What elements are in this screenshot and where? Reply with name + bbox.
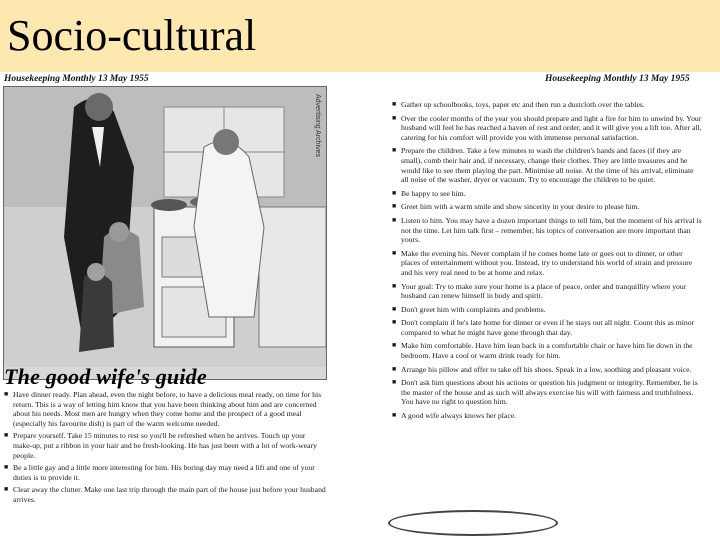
bullet-icon: ■ [392, 304, 397, 313]
left-column [4, 390, 326, 508]
bullet-icon: ■ [4, 390, 9, 398]
bullet-icon: ■ [4, 431, 9, 440]
list-item: ■ Don't greet him with complaints and problems. [392, 304, 546, 314]
list-item: ■ Gather up schoolbooks, toys, paper etc and then run a dustcloth over the tables. [392, 100, 645, 109]
vintage-photo [3, 86, 327, 380]
list-item: ■ A good wife always knows her place. [392, 411, 517, 421]
bullet-icon: ■ [392, 364, 397, 373]
guide-title: The good wife's guide [4, 364, 207, 389]
list-item: ■ Over the cooler months of the year you should prepare and light a fire for him to unwind by. Your husband will feel he has reached a haven of rest and order, and it will give you a lift too. After all, catering for his comfort will provide you with immense personal satisfaction. [392, 113, 702, 142]
newspaper-clipping [0, 72, 720, 540]
bullet-icon: ■ [392, 188, 397, 197]
list-item: ■ Make him comfortable. Have him lean back in a comfortable chair or have him lie down in the bedroom. Have a cool or warm drink ready for him. [392, 341, 693, 361]
clipping-header-right: Housekeeping Monthly 13 May 1955 [545, 74, 690, 84]
highlight-circle [388, 510, 558, 536]
list-item: ■ Don't complain if he's late home for dinner or even if he stays out all night. Count this as minor compared to what he might have gone through that day. [392, 318, 695, 337]
list-item: ■ Be a little gay and a little more interesting for him. His boring day may need a lift and one of your duties is to provide it. [4, 463, 315, 482]
list-item: ■ Have dinner ready. Plan ahead, even the night before, to have a delicious meal ready, on time for his return. This is a way of letting him know that you have been thinking about him and are concerned about his needs. Most men are hungry when they come home and the prospect of a good meal (especially his favourite dish) is part of the warm welcome needed. [4, 390, 322, 428]
bullet-icon: ■ [392, 378, 397, 387]
list-item: ■ Clear away the clutter. Make one last trip through the main part of the house just before your husband arrives. [4, 485, 326, 504]
bullet-icon: ■ [392, 411, 397, 420]
list-item: ■ Make the evening his. Never complain if he comes home late or goes out to dinner, or other places of entertainment without you. Instead, try to understand his world of strain and pressure and his very real need to be at home and relax. [392, 248, 693, 277]
bullet-icon: ■ [392, 113, 397, 122]
bullet-icon: ■ [392, 281, 397, 290]
title-banner [0, 0, 720, 72]
bullet-icon: ■ [4, 485, 9, 494]
bullet-icon: ■ [392, 100, 397, 108]
bullet-icon: ■ [4, 463, 9, 472]
list-item: ■ Prepare yourself. Take 15 minutes to rest so you'll be refreshed when he arrives. Touch up your make-up, put a ribbon in your hair and be fresh-looking. He has just been with a lot of work-weary people. [4, 431, 318, 460]
right-column [392, 100, 702, 425]
photo-credit: Advertising Archives [314, 94, 321, 158]
list-item: ■ Prepare the children. Take a few minutes to wash the children's hands and faces (if they are small), comb their hair and, if necessary, change their clothes. They are little treasures and he would like to see them playing the part. Minimise all noise. At the time of his arrival, eliminate all noise of the washer, dryer or vacuum. Try to encourage the children to be quiet. [392, 146, 694, 185]
slide-title: Socio-cultural [7, 11, 257, 60]
list-item: ■ Arrange his pillow and offer to take off his shoes. Speak in a low, soothing and pleasant voice. [392, 364, 692, 374]
bullet-icon: ■ [392, 318, 397, 327]
bullet-icon: ■ [392, 341, 397, 350]
bullet-icon: ■ [392, 248, 397, 257]
list-item: ■ Be happy to see him. [392, 188, 466, 198]
bullet-icon: ■ [392, 202, 397, 211]
list-item: ■ Listen to him. You may have a dozen important things to tell him, but the moment of his arrival is not the time. Let him talk first – remember, his topics of conversation are more important than yours. [392, 215, 702, 245]
list-item: ■ Don't ask him questions about his actions or question his judgment or integrity. Remember, he is the master of the house and as such will always exercise his will with fairness and truthfulness. You have no right to question him. [392, 378, 698, 407]
bullet-icon: ■ [392, 215, 397, 224]
list-item: ■ Your goal: Try to make sure your home is a place of peace, order and tranquillity where your husband can renew himself in body and spirit. [392, 281, 687, 301]
list-item: ■ Greet him with a warm smile and show sincerity in your desire to please him. [392, 202, 640, 212]
bullet-icon: ■ [392, 146, 397, 155]
clipping-header-left: Housekeeping Monthly 13 May 1955 [4, 74, 149, 84]
